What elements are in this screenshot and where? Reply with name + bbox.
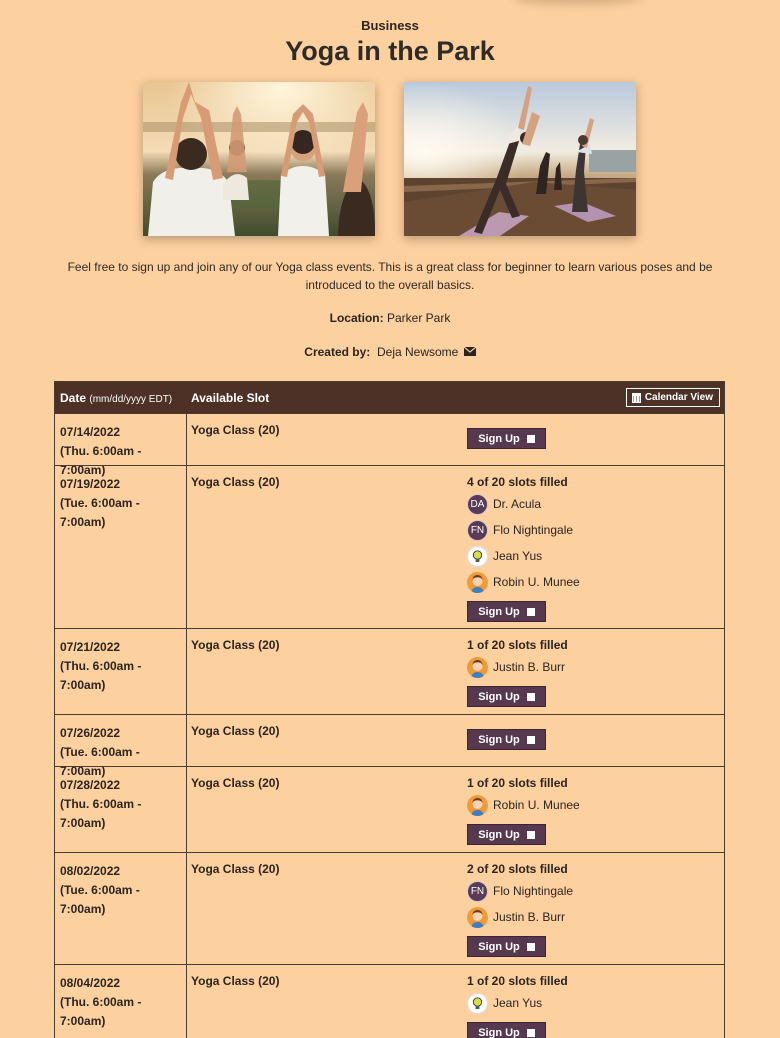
slot-name: Yoga Class (20)	[191, 724, 280, 738]
participant-name: Robin U. Munee	[493, 575, 580, 589]
signup-cell	[467, 729, 546, 750]
person-icon	[467, 907, 488, 928]
date-cell	[55, 853, 187, 964]
event-date: 08/02/2022	[60, 864, 121, 878]
slots-filled-count: 2 of 20 slots filled	[467, 862, 568, 876]
checkbox-icon	[527, 435, 535, 443]
location-label: Location:	[329, 311, 384, 325]
event-description: Feel free to sign up and join any of our Yoga class events. This is a great class for beginner to learn various poses and be introduced to the overall basics.	[67, 260, 713, 292]
date-cell	[55, 767, 187, 852]
sign-up-button[interactable]	[467, 729, 546, 750]
participant-avatar: DA	[467, 494, 488, 515]
participant-name: Justin B. Burr	[493, 660, 566, 674]
mail-icon[interactable]	[464, 347, 476, 356]
calendar-view-label: Calendar View	[644, 392, 713, 403]
date-column-header	[60, 391, 172, 405]
signup-cell	[467, 974, 568, 1038]
slot-name: Yoga Class (20)	[191, 638, 280, 652]
sign-up-label: Sign Up	[478, 690, 520, 703]
slot-name: Yoga Class (20)	[191, 862, 280, 876]
event-creator	[0, 345, 780, 359]
signup-cell	[467, 475, 580, 622]
participant	[467, 543, 580, 569]
participant	[467, 491, 580, 517]
table-row	[55, 413, 724, 477]
participant	[467, 878, 573, 904]
event-time: (Tue. 6:00am - 7:00am)	[60, 745, 140, 778]
lightbulb-icon	[467, 993, 488, 1014]
event-date: 07/19/2022	[60, 477, 121, 491]
event-time: (Thu. 6:00am - 7:00am)	[60, 444, 142, 477]
slots-filled-count: 1 of 20 slots filled	[467, 776, 568, 790]
slot-name: Yoga Class (20)	[191, 974, 280, 988]
person-icon	[467, 795, 488, 816]
table-row	[55, 964, 724, 1038]
event-time: (Thu. 6:00am - 7:00am)	[60, 995, 142, 1028]
sign-up-button[interactable]	[467, 824, 546, 845]
signup-cell	[467, 638, 568, 707]
table-row	[55, 628, 724, 714]
signup-cell	[467, 862, 573, 957]
event-date: 08/04/2022	[60, 976, 121, 990]
participant-avatar: FN	[467, 520, 488, 541]
table-row	[55, 714, 724, 778]
checkbox-icon	[527, 736, 535, 744]
sign-up-label: Sign Up	[478, 940, 520, 953]
slot-name: Yoga Class (20)	[191, 475, 280, 489]
slot-column-header: Available Slot	[191, 391, 270, 405]
participant-name: Flo Nightingale	[493, 523, 574, 537]
sign-up-label: Sign Up	[478, 605, 520, 618]
date-header-label: Date	[60, 391, 87, 405]
event-date: 07/28/2022	[60, 778, 121, 792]
event-location	[0, 311, 780, 325]
table-row	[55, 852, 724, 964]
table-row	[55, 465, 724, 628]
event-time: (Thu. 6:00am - 7:00am)	[60, 797, 142, 830]
participant-name: Jean Yus	[493, 549, 543, 563]
participant	[467, 792, 580, 818]
participant	[467, 990, 568, 1016]
sign-up-label: Sign Up	[478, 733, 520, 746]
slot-name: Yoga Class (20)	[191, 776, 280, 790]
event-date: 07/26/2022	[60, 726, 121, 740]
page-title: Yoga in the Park	[285, 36, 495, 66]
event-date: 07/14/2022	[60, 425, 121, 439]
participant	[467, 904, 573, 930]
date-cell	[55, 715, 187, 778]
sign-up-button[interactable]	[467, 686, 546, 707]
created-by-label: Created by:	[304, 345, 371, 359]
sign-up-button[interactable]	[467, 936, 546, 957]
participant-avatar: FN	[467, 881, 488, 902]
sign-up-button[interactable]	[467, 1022, 546, 1038]
participant-name: Flo Nightingale	[493, 884, 574, 898]
table-body	[55, 413, 724, 1038]
date-header-note: (mm/dd/yyyy EDT)	[89, 394, 173, 405]
slots-filled-count: 1 of 20 slots filled	[467, 974, 568, 988]
slots-filled-count: 1 of 20 slots filled	[467, 638, 568, 652]
event-category: Business	[361, 18, 419, 33]
person-icon	[467, 657, 488, 678]
sign-up-label: Sign Up	[478, 828, 520, 841]
participant	[467, 517, 580, 543]
date-cell	[55, 965, 187, 1038]
event-time: (Tue. 6:00am - 7:00am)	[60, 883, 140, 916]
sign-up-button[interactable]	[467, 428, 546, 449]
date-cell	[55, 414, 187, 477]
table-header	[55, 382, 724, 413]
checkbox-icon	[527, 693, 535, 701]
yoga-photo-group-meditation	[143, 82, 375, 236]
checkbox-icon	[527, 831, 535, 839]
sign-up-label: Sign Up	[478, 432, 520, 445]
yoga-photo-pier-poses	[404, 82, 636, 236]
event-date: 07/21/2022	[60, 640, 121, 654]
calendar-view-button[interactable]	[626, 388, 720, 407]
calendar-icon	[632, 393, 641, 403]
checkbox-icon	[527, 608, 535, 616]
sign-up-button[interactable]	[467, 601, 546, 622]
checkbox-icon	[527, 943, 535, 951]
lightbulb-icon	[467, 546, 488, 567]
slot-name: Yoga Class (20)	[191, 423, 280, 437]
participant	[467, 654, 568, 680]
signup-cell	[467, 428, 546, 449]
event-time: (Tue. 6:00am - 7:00am)	[60, 496, 140, 529]
location-value: Parker Park	[386, 311, 451, 325]
person-icon	[467, 572, 488, 593]
slots-filled-count: 4 of 20 slots filled	[467, 475, 568, 489]
participant-name: Robin U. Munee	[493, 798, 580, 812]
participant	[467, 569, 580, 595]
participant-name: Justin B. Burr	[493, 910, 566, 924]
checkbox-icon	[527, 1029, 535, 1037]
event-time: (Thu. 6:00am - 7:00am)	[60, 659, 142, 692]
date-cell	[55, 629, 187, 714]
table-row	[55, 766, 724, 852]
participant-name: Jean Yus	[493, 996, 543, 1010]
created-by-value: Deja Newsome	[376, 345, 459, 359]
participant-name: Dr. Acula	[493, 497, 542, 511]
signup-cell	[467, 776, 580, 845]
signup-table	[54, 381, 725, 1038]
date-cell	[55, 466, 187, 628]
sign-up-label: Sign Up	[478, 1026, 520, 1038]
